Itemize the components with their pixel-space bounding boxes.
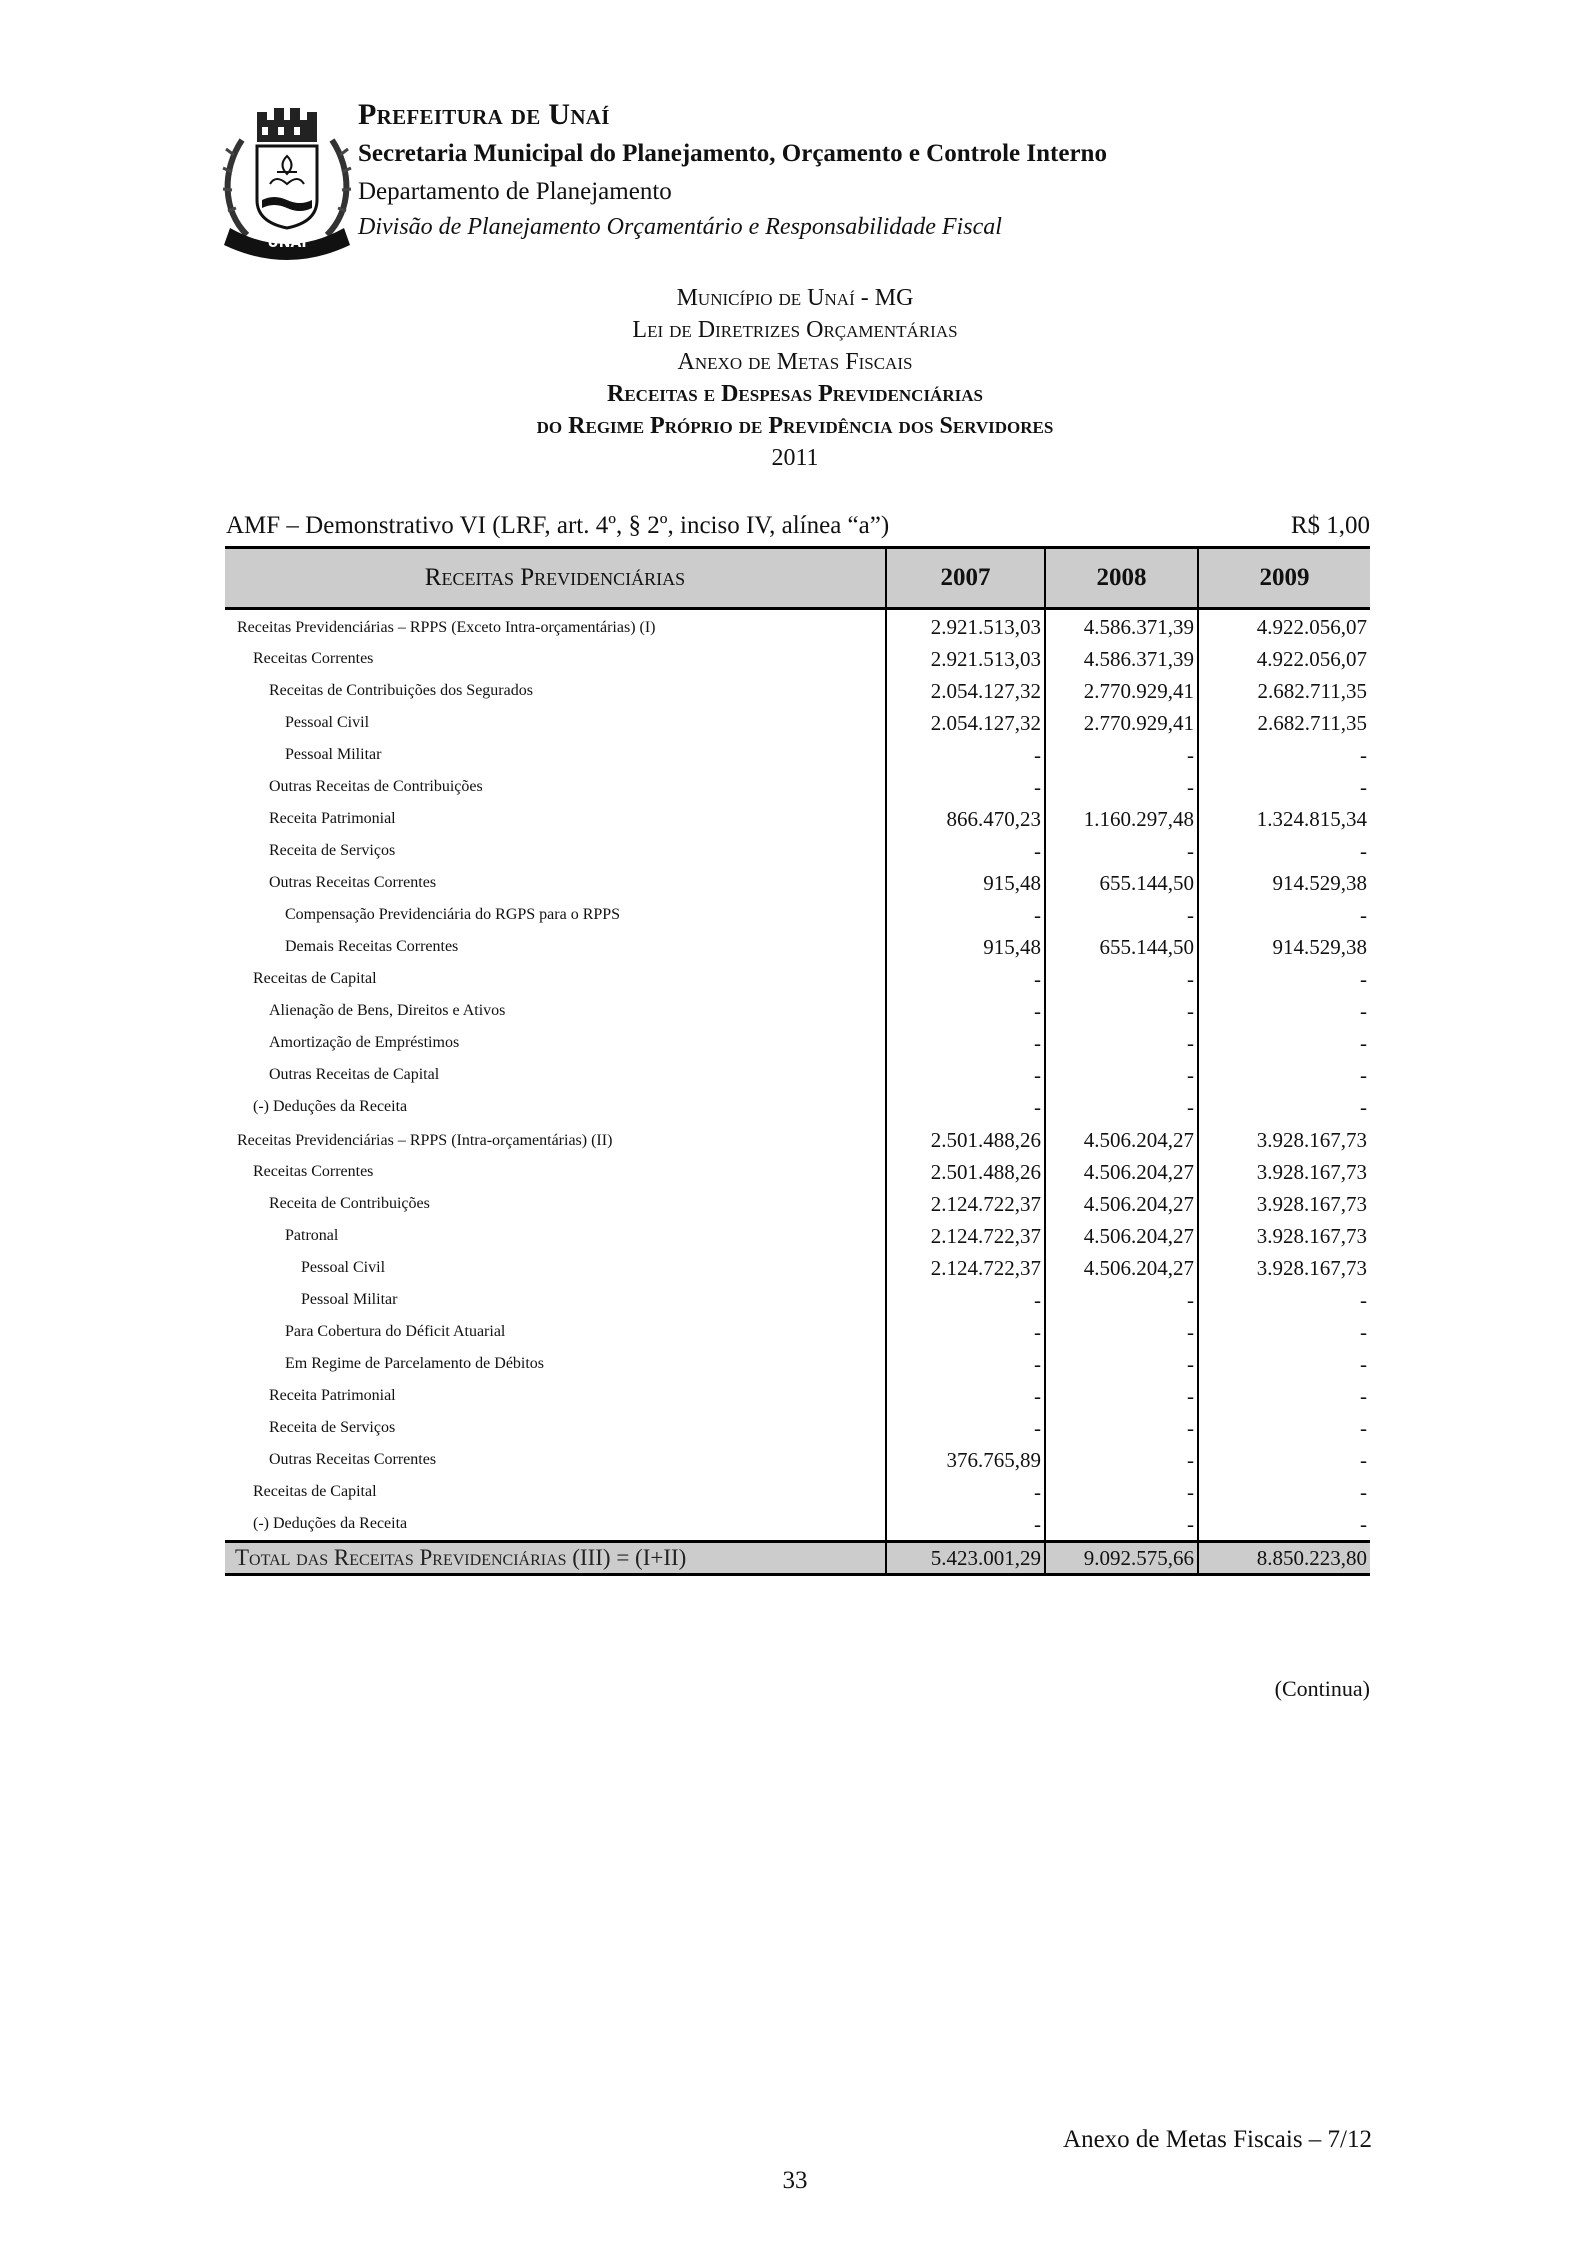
value-2008: - [1045,1476,1198,1508]
value-2008: 4.506.204,27 [1045,1156,1198,1188]
value-2009: 1.324.815,34 [1198,803,1370,835]
value-2008: - [1045,1380,1198,1412]
value-2007: 866.470,23 [886,803,1045,835]
value-2007: - [886,1476,1045,1508]
value-2007: - [886,835,1045,867]
row-label: (-) Deduções da Receita [253,1098,408,1115]
revenue-table [225,546,1370,1576]
document-titles [0,282,1590,474]
value-2008: 655.144,50 [1045,931,1198,963]
value-2008: - [1045,1027,1198,1059]
value-2007: 2.124.722,37 [886,1252,1045,1284]
value-2009: - [1198,1508,1370,1542]
value-2009: - [1198,771,1370,803]
prefeitura-title: Prefeitura de Unaí [358,98,610,131]
value-2009: 3.928.167,73 [1198,1188,1370,1220]
table-row [225,1444,1370,1476]
row-label: Receitas Correntes [253,1163,374,1180]
value-2009: - [1198,1059,1370,1091]
value-2007: 2.501.488,26 [886,1123,1045,1156]
value-2007: - [886,739,1045,771]
municipality-title: Município de Unaí - MG [676,285,914,311]
row-label: Receitas Previdenciárias – RPPS (Intra-orçamentárias) (II) [237,1132,613,1149]
value-2007: - [886,1508,1045,1542]
value-2007: - [886,1348,1045,1380]
value-2007: - [886,995,1045,1027]
svg-text:UNAÍ: UNAÍ [267,235,307,251]
row-label: Receita de Serviços [269,842,396,859]
table-row [225,963,1370,995]
value-2007: 2.054.127,32 [886,675,1045,707]
table-row [225,1412,1370,1444]
division-name: Divisão de Planejamento Orçamentário e Responsabilidade Fiscal [358,214,1002,240]
coat-of-arms-logo [212,100,362,260]
value-2008: - [1045,1284,1198,1316]
row-label: Demais Receitas Correntes [285,938,459,955]
total-2009: 8.850.223,80 [1198,1542,1370,1575]
table-row [225,1348,1370,1380]
row-label: Receitas Correntes [253,650,374,667]
row-label: Alienação de Bens, Direitos e Ativos [269,1002,506,1019]
value-2009: - [1198,1027,1370,1059]
row-label: Em Regime de Parcelamento de Débitos [285,1355,545,1372]
value-2009: - [1198,1284,1370,1316]
demonstrativo-reference: AMF – Demonstrativo VI (LRF, art. 4º, § 2º, inciso IV, alínea “a”) [226,512,890,539]
value-2009: 4.922.056,07 [1198,609,1370,644]
row-label: Amortização de Empréstimos [269,1034,460,1051]
table-row [225,675,1370,707]
table-row [225,1476,1370,1508]
value-2008: 655.144,50 [1045,867,1198,899]
value-2009: - [1198,899,1370,931]
value-2009: 4.922.056,07 [1198,643,1370,675]
table-row [225,1188,1370,1220]
table-row [225,771,1370,803]
value-2007: - [886,1412,1045,1444]
header-2009: 2009 [1198,548,1370,609]
value-2009: - [1198,1316,1370,1348]
currency-unit: R$ 1,00 [1290,512,1370,539]
table-row [225,1252,1370,1284]
value-2008: - [1045,899,1198,931]
row-label: Receitas de Capital [253,1483,377,1500]
table-row [225,1027,1370,1059]
value-2008: 4.506.204,27 [1045,1252,1198,1284]
value-2007: 2.124.722,37 [886,1188,1045,1220]
revenue-table-container [225,546,1370,1576]
table-row [225,995,1370,1027]
value-2008: - [1045,963,1198,995]
header-2008: 2008 [1045,548,1198,609]
row-label: Outras Receitas Correntes [269,874,437,891]
value-2007: 915,48 [886,867,1045,899]
value-2009: 3.928.167,73 [1198,1123,1370,1156]
table-row [225,1091,1370,1123]
value-2009: - [1198,1380,1370,1412]
report-year: 2011 [771,445,819,471]
row-label: Pessoal Militar [301,1291,398,1308]
secretariat-name: Secretaria Municipal do Planejamento, Orçamento e Controle Interno [358,140,1107,167]
table-header-row [225,548,1370,609]
row-label: Receita Patrimonial [269,810,396,827]
report-title: Receitas e Despesas Previdenciárias [607,381,983,407]
value-2009: - [1198,1091,1370,1123]
value-2007: - [886,899,1045,931]
row-label: Pessoal Civil [285,714,370,731]
table-row [225,1123,1370,1156]
table-row [225,867,1370,899]
table-row [225,1156,1370,1188]
table-row [225,899,1370,931]
value-2009: - [1198,1476,1370,1508]
table-row [225,931,1370,963]
coat-of-arms-icon [212,100,362,260]
row-label: Patronal [285,1227,339,1244]
value-2008: - [1045,835,1198,867]
value-2008: 2.770.929,41 [1045,707,1198,739]
table-row [225,1284,1370,1316]
total-2008: 9.092.575,66 [1045,1542,1198,1575]
value-2009: - [1198,1444,1370,1476]
row-label: Receita de Contribuições [269,1195,430,1212]
value-2009: 2.682.711,35 [1198,707,1370,739]
value-2007: 2.124.722,37 [886,1220,1045,1252]
footer-annex-page: Anexo de Metas Fiscais – 7/12 [1063,2126,1372,2153]
value-2008: - [1045,1508,1198,1542]
value-2008: - [1045,1059,1198,1091]
value-2008: - [1045,1348,1198,1380]
page-number: 33 [782,2167,808,2194]
value-2008: 1.160.297,48 [1045,803,1198,835]
total-2007: 5.423.001,29 [886,1542,1045,1575]
table-row [225,1380,1370,1412]
value-2009: 3.928.167,73 [1198,1252,1370,1284]
header-2007: 2007 [886,548,1045,609]
row-label: Outras Receitas Correntes [269,1451,437,1468]
value-2007: - [886,1284,1045,1316]
value-2009: 3.928.167,73 [1198,1156,1370,1188]
value-2009: - [1198,739,1370,771]
value-2008: 4.586.371,39 [1045,643,1198,675]
department-name: Departamento de Planejamento [358,178,672,205]
table-row [225,803,1370,835]
row-label: Receitas de Capital [253,970,377,987]
table-caption [226,512,1370,540]
table-row [225,739,1370,771]
value-2008: - [1045,1316,1198,1348]
value-2007: - [886,1027,1045,1059]
value-2007: 915,48 [886,931,1045,963]
row-label: Outras Receitas de Contribuições [269,778,483,795]
total-label: Total das Receitas Previdenciárias (III) = (I+II) [225,1542,886,1575]
value-2007: - [886,1316,1045,1348]
table-row [225,1059,1370,1091]
annex-title: Anexo de Metas Fiscais [677,349,913,375]
row-label: Receita de Serviços [269,1419,396,1436]
value-2007: 2.921.513,03 [886,609,1045,644]
value-2008: 4.506.204,27 [1045,1123,1198,1156]
value-2009: - [1198,835,1370,867]
value-2007: 2.501.488,26 [886,1156,1045,1188]
header-receitas: Receitas Previdenciárias [225,548,886,609]
table-row [225,707,1370,739]
value-2007: - [886,771,1045,803]
row-label: Receita Patrimonial [269,1387,396,1404]
value-2009: - [1198,995,1370,1027]
table-row [225,1508,1370,1542]
value-2008: 4.586.371,39 [1045,609,1198,644]
value-2009: - [1198,1412,1370,1444]
value-2009: 914.529,38 [1198,867,1370,899]
table-row [225,1220,1370,1252]
value-2008: 2.770.929,41 [1045,675,1198,707]
value-2007: - [886,1380,1045,1412]
law-title: Lei de Diretrizes Orçamentárias [632,317,958,343]
row-label: Pessoal Militar [285,746,382,763]
value-2008: - [1045,995,1198,1027]
row-label: Outras Receitas de Capital [269,1066,440,1083]
report-subtitle: do Regime Próprio de Previdência dos Servidores [536,413,1054,439]
value-2007: 376.765,89 [886,1444,1045,1476]
row-label: Receitas de Contribuições dos Segurados [269,682,533,699]
value-2007: - [886,1059,1045,1091]
value-2009: 2.682.711,35 [1198,675,1370,707]
value-2008: 4.506.204,27 [1045,1220,1198,1252]
table-row [225,609,1370,644]
row-label: Para Cobertura do Déficit Atuarial [285,1323,506,1340]
value-2007: 2.054.127,32 [886,707,1045,739]
continua-note: (Continua) [1274,1676,1370,1701]
value-2007: 2.921.513,03 [886,643,1045,675]
value-2008: - [1045,1444,1198,1476]
value-2008: - [1045,1091,1198,1123]
value-2008: 4.506.204,27 [1045,1188,1198,1220]
row-label: (-) Deduções da Receita [253,1515,408,1532]
value-2009: 914.529,38 [1198,931,1370,963]
value-2009: 3.928.167,73 [1198,1220,1370,1252]
value-2008: - [1045,1412,1198,1444]
row-label: Pessoal Civil [301,1259,386,1276]
value-2007: - [886,963,1045,995]
row-label: Receitas Previdenciárias – RPPS (Exceto Intra-orçamentárias) (I) [237,619,656,636]
value-2007: - [886,1091,1045,1123]
value-2008: - [1045,739,1198,771]
total-row [225,1542,1370,1575]
value-2009: - [1198,1348,1370,1380]
table-row [225,1316,1370,1348]
value-2008: - [1045,771,1198,803]
table-row [225,835,1370,867]
table-row [225,643,1370,675]
row-label: Compensação Previdenciária do RGPS para o RPPS [285,906,621,923]
value-2009: - [1198,963,1370,995]
